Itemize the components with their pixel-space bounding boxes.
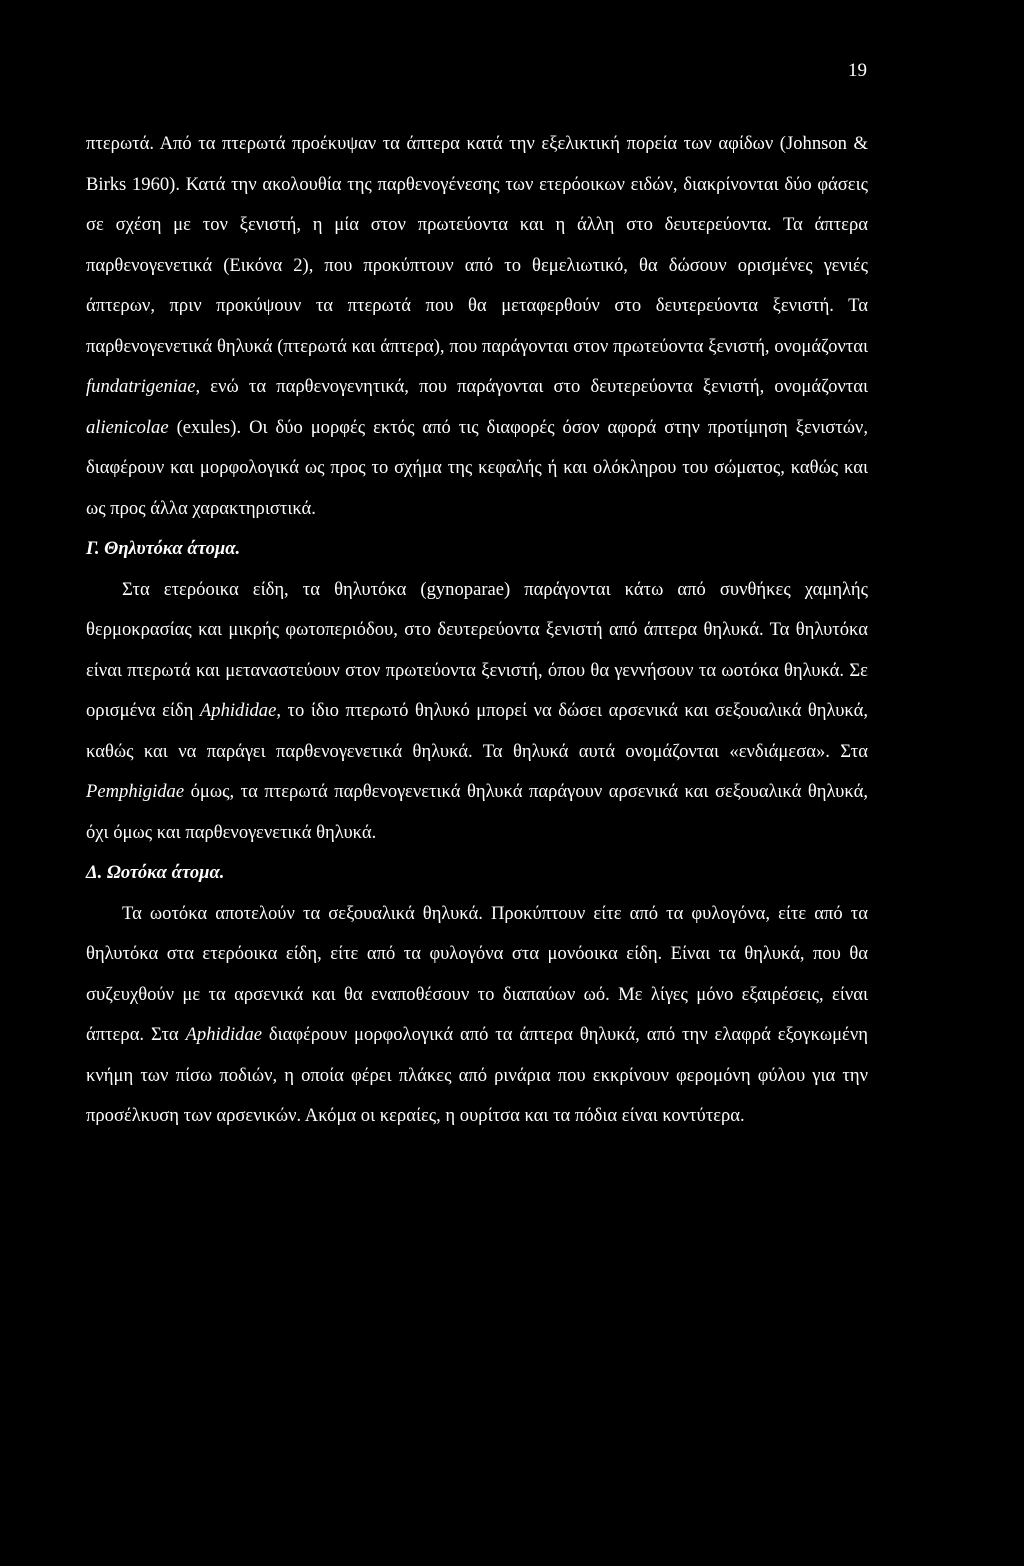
text-run: Στα ετερόοικα είδη, τα θηλυτόκα (gynoparae) παράγονται κάτω από συνθήκες χαμηλής θερμοκρασίας και μικρής φωτοπεριόδου, στο δευτερεύοντα ξενιστή από άπτερα θηλυκά. Τα θηλυτόκα είναι πτερωτά και μεταναστεύουν στον πρωτεύοντα ξενιστή, όπου θα γεννήσουν τα ωοτόκα θηλυκά. Σε ορισμένα είδη bbox=[86, 578, 868, 721]
text-run: Τα ωοτόκα αποτελούν τα σεξουαλικά θηλυκά. Προκύπτουν είτε από τα φυλογόνα, είτε από τα θηλυτόκα στα ετερόοικα είδη, είτε από τα φυλογόνα στα μονόοικα είδη. Είναι τα θηλυκά, που θα συζευχθούν με τα αρσενικά και θα εναποθέσουν το διαπαύων ωό. Με λίγες μόνο εξαιρέσεις, είναι άπτερα. Στα bbox=[86, 902, 868, 1045]
page-number: 19 bbox=[848, 60, 867, 81]
taxon-name: Pemphigidae bbox=[86, 781, 185, 802]
species-term: fundatrigeniae bbox=[86, 376, 196, 397]
section-heading-d: Δ. Ωοτόκα άτομα. bbox=[86, 862, 225, 883]
section-heading-g: Γ. Θηλυτόκα άτομα. bbox=[86, 538, 241, 559]
text-run: (exules). Οι δύο μορφές εκτός από τις διαφορές όσον αφορά στην προτίμηση ξενιστών, διαφέρουν και μορφολογικά ως προς το σχήμα της κεφαλής ή και ολόκληρου του σώματος, καθώς και ως προς άλλα χαρακτηριστικά. bbox=[86, 416, 868, 519]
text-run: όμως, τα πτερωτά παρθενογενετικά θηλυκά παράγουν αρσενικά και σεξουαλικά θηλυκά, όχι όμως και παρθενογενετικά θηλυκά. bbox=[86, 781, 868, 843]
page-body bbox=[86, 124, 868, 1137]
species-term: alienicolae bbox=[86, 416, 169, 438]
text-run: , ενώ τα παρθενογενητικά, που παράγονται στο δευτερεύοντα ξενιστή, ονομάζονται bbox=[195, 376, 868, 397]
taxon-name: Aphididae bbox=[199, 700, 277, 721]
taxon-name: Aphididae bbox=[185, 1024, 262, 1045]
paragraph-parthenogenesis bbox=[86, 124, 868, 529]
paragraph-oviparae bbox=[86, 894, 868, 1137]
paragraph-gynoparae bbox=[86, 570, 868, 854]
text-run: , το ίδιο πτερωτό θηλυκό μπορεί να δώσει αρσενικά και σεξουαλικά θηλυκά, καθώς και να παράγει παρθενογενετικά θηλυκά. Τα θηλυκά αυτά ονομάζονται «ενδιάμεσα». Στα bbox=[86, 700, 868, 762]
text-run: διαφέρουν μορφολογικά από τα άπτερα θηλυκά, από την ελαφρά εξογκωμένη κνήμη των πίσω ποδιών, η οποία φέρει πλάκες από ρινάρια που εκκρίνουν φερομόνη φύλου για την προσέλκυση των αρσενικών. Ακόμα οι κεραίες, η ουρίτσα και τα πόδια είναι κοντύτερα. bbox=[86, 1024, 868, 1126]
text-run: πτερωτά. Από τα πτερωτά προέκυψαν τα άπτερα κατά την εξελικτική πορεία των αφίδων (Johnson & Birks 1960). Κατά την ακολουθία της παρθενογένεσης των ετερόοικων ειδών, διακρίνονται δύο φάσεις σε σχέση με τον ξενιστή, η μία στον πρωτεύοντα και η άλλη στο δευτερεύοντα. Τα άπτερα παρθενογενετικά (Εικόνα 2), που προκύπτουν από το θεμελιωτικό, θα δώσουν ορισμένες γενιές άπτερων, πριν προκύψουν τα πτερωτά που θα μεταφερθούν στο δευτερεύοντα ξενιστή. Τα παρθενογενετικά θηλυκά (πτερωτά και άπτερα), που παράγονται στον πρωτεύοντα ξενιστή, ονομάζονται bbox=[86, 133, 868, 357]
